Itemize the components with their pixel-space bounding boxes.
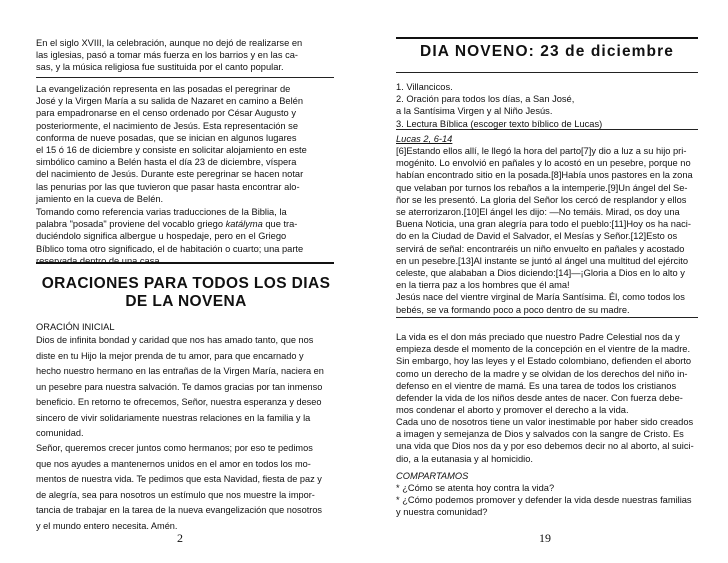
reading-reference: Lucas 2, 6-14 — [396, 134, 453, 144]
translation-text-before: Tomando como referencia varias traducciones de la Biblia, la palabra "posada" proviene del vocablo griego — [36, 207, 287, 230]
reading-divider — [396, 317, 698, 318]
heading-divider — [36, 262, 334, 264]
page-number-left: 2 — [177, 531, 183, 545]
prayers-heading: ORACIONES PARA TODOS LOS DIAS DE LA NOVENA — [41, 275, 331, 310]
page-number-right: 19 — [539, 531, 551, 545]
translation-text-after: que tra- duciéndolo significa albergue u hospedaje, pero en el Griego Bíblico toma otro significado, el de habitación o cuarto; una parte reservada dentro de una casa. — [36, 219, 304, 266]
prayer-label: ORACIÓN INICIAL — [36, 322, 115, 332]
life-paragraph: La vida es el don más preciado que nuestro Padre Celestial nos da y empieza desde el momento de la concepción en el vientre de la madre. Sin embargo, hoy las leyes y el Estado colombiano, defienden el aborto como un derecho de la madre y se olvidan de los derechos del niño in- defenso en el vientre de mamá. Es una tarea de todos los cristianos defender la vida de los niños desde antes de nacer. Con fuerza debe- mos condenar el aborto y promover el derecho a la vida. — [396, 332, 692, 416]
title-divider-bottom — [396, 72, 698, 73]
share-questions: * ¿Cómo se atenta hoy contra la vida? * ¿Cómo podemos promover y defender la vida desde nuestras familias y nuestra comunidad? — [396, 483, 692, 518]
share-label: COMPARTAMOS — [396, 471, 469, 481]
prayer-text-continued: Señor, queremos crecer juntos como hermanos; por eso te pedimos que nos ayudes a mantenernos unidos en el amor en todos los mo- mentos de nuestra vida. Te pedimos que esta Navidad, fiesta de paz y de alegría, sea para nosotros un estímulo que nos muestre la impor- tancia de trabajar en la tarea de la nueva evangelización que nosotros y el mundo entero necesita. Amén. — [36, 443, 323, 531]
translation-paragraph — [36, 206, 336, 267]
right-page — [364, 0, 728, 563]
title-divider-top — [396, 37, 698, 39]
prayer-text: Dios de infinita bondad y caridad que nos has amado tanto, que nos diste en tu Hijo la mejor prenda de tu amor, para que encarnado y hecho nuestro hermano en las entrañas de la Virgen María, naciera en un pesebre para nuestra salvación. Te damos gracias por tan inmenso beneficio. En retorno te ofrecemos, Señor, nuestra esperanza y deseo sincero de vivir solidariamente nuestras relaciones en la familia y la comunidad. — [36, 335, 324, 438]
reading-text: [6]Estando ellos allí, le llegó la hora del parto[7]y dio a luz a su hijo pri- mogénito. Lo envolvió en pañales y lo acostó en un pesebre, porque no habían encontrado sitio en la posada.[8]Había unos pastores en la zona que velaban por turnos los rebaños a la intemperie.[9]Un ángel del Se- ñor se les presentó. La gloria del Señor los cercó de resplandor y ellos se aterrorizaron.[10]El ángel les dijo: —No temáis. Mirad, os doy una Buena Noticia, una gran alegría para todo el pueblo:[11]Hoy os ha naci- do en la Ciudad de David el Salvador, el Mesías y Señor.[12]Esto os servirá de señal: encontraréis un niño envuelto en pañales y acostado en un pesebre.[13]Al instante se juntó al ángel una multitud del ejército celeste, que alababan a Dios diciendo:[14]—¡Gloria a Dios en lo alto y en la tierra paz a los hombres que él ama! Jesús nace del vientre virginal de María Santísima. Él, como todos los bebés, se va formando poco a poco dentro de su madre. — [396, 146, 693, 315]
intro-paragraph: En el siglo XVIII, la celebración, aunque no dejó de realizarse en las iglesias, pasó a tomar más fuerza en los barrios y en las ca- sas, y la música religiosa fue sustituida por el canto popular. — [36, 38, 303, 73]
day-title: DIA NOVENO: 23 de diciembre — [420, 43, 674, 60]
value-paragraph: Cada uno de nosotros tiene un valor inestimable por haber sido creados a imagen y semejanza de Dios y salvados con la sangre de Cristo. Es una vida que Dios nos da y por eso debemos decir no al aborto, al suici- dio, a la eutanasia y al homicidio. — [396, 417, 694, 464]
agenda-list: 1. Villancicos. 2. Oración para todos los días, a San José, a la Santísima Virgen y al Niño Jesús. 3. Lectura Bíblica (escoger texto bíblico de Lucas) — [396, 82, 603, 129]
greek-word: katályma — [225, 219, 263, 230]
agenda-divider — [396, 129, 698, 130]
evangelization-paragraph: La evangelización representa en las posadas el peregrinar de José y la Virgen María a su salida de Nazaret en camino a Belén para empadronarse en el censo ordenado por César Augusto y posteriormente, el nacimiento de Jesús. Esta representación se conforma de nueve posadas, que se inician en algunos lugares el 15 ó 16 de diciembre y consiste en solicitar alojamiento en este simbólico camino a Belén hasta el día 23 de diciembre, víspera del nacimiento de Jesús. Durante este peregrinar se hacen notar las penurias por las que tuvieron que pasar hasta encontrar alo- jamiento en la cueva de Belén. — [36, 84, 307, 204]
section-divider — [36, 77, 334, 78]
